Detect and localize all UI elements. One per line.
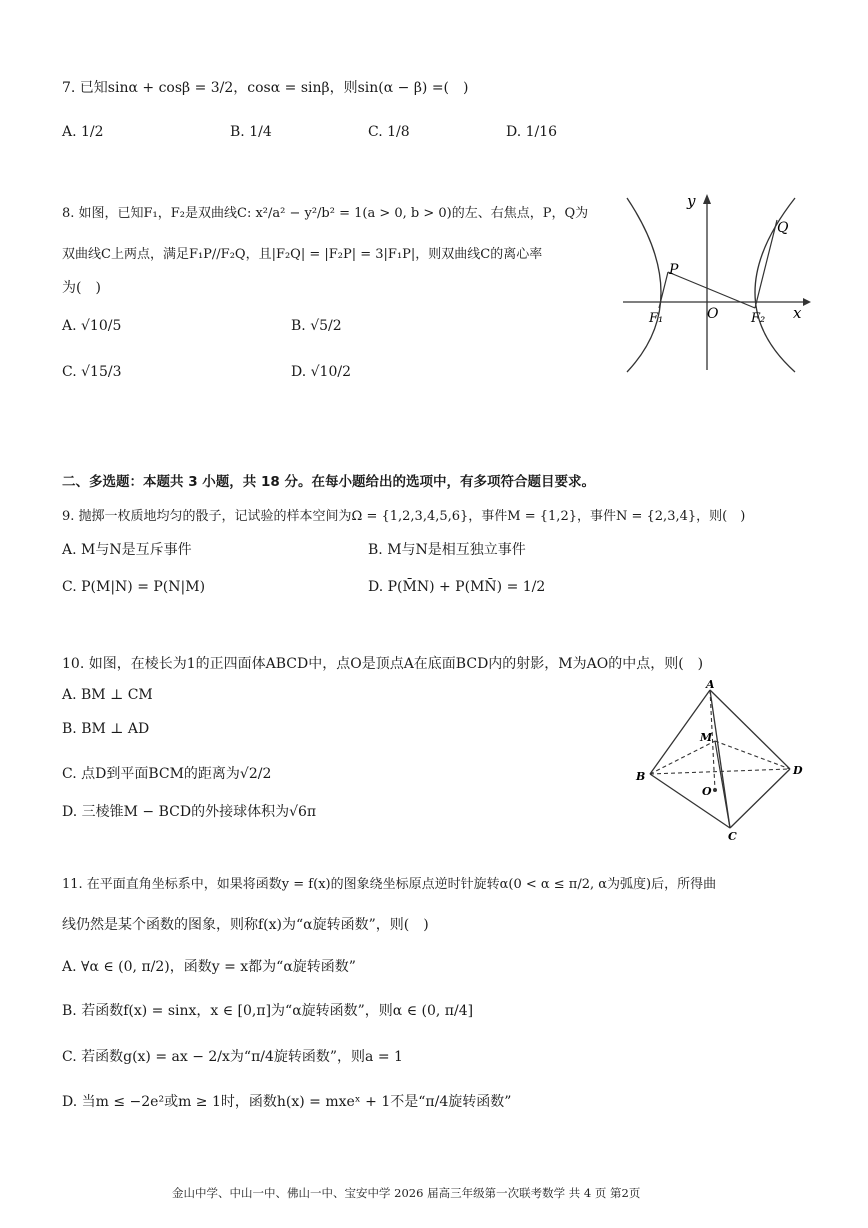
q9-stem: 9. 抛掷一枚质地均匀的骰子，记试验的样本空间为Ω = {1,2,3,4,5,6}，事件M = {1,2}，事件N = {2,3,4}，则( ) bbox=[62, 509, 746, 524]
label-p: P bbox=[669, 262, 679, 278]
label-q: Q bbox=[777, 220, 789, 236]
segment-bm bbox=[650, 741, 715, 774]
q10-option-a: A. BM ⊥ CM bbox=[62, 687, 153, 703]
label-x: x bbox=[793, 304, 802, 322]
label-d: D bbox=[793, 764, 803, 777]
page-footer: 金山中学、中山一中、佛山一中、宝安中学 2026 届高三年级第一次联考数学 共 4 页 第2页 bbox=[172, 1186, 641, 1200]
q11-stem-line1: 11. 在平面直角坐标系中，如果将函数y = f(x)的图象绕坐标原点逆时针旋转α(0 < α ≤ π/2, α为弧度)后，所得曲 bbox=[62, 877, 717, 892]
q8-option-d: D. √10/2 bbox=[291, 364, 351, 380]
q8-option-a: A. √10/5 bbox=[62, 318, 122, 334]
q7-option-c: C. 1/8 bbox=[368, 124, 410, 140]
label-a: A bbox=[706, 678, 715, 691]
label-o: O bbox=[702, 785, 712, 798]
q10-option-b: B. BM ⊥ AD bbox=[62, 721, 150, 737]
x-axis-arrow bbox=[803, 298, 811, 306]
tetrahedron-figure bbox=[630, 678, 815, 846]
q11-option-c: C. 若函数g(x) = ax − 2/x为“π/4旋转函数”，则a = 1 bbox=[62, 1049, 403, 1065]
q7-stem: 7. 已知sinα + cosβ = 3/2，cosα = sinβ，则sin(α − β) =( ) bbox=[62, 80, 469, 96]
q10-stem: 10. 如图，在棱长为1的正四面体ABCD中，点O是顶点A在底面BCD内的射影，M为AO的中点，则( ) bbox=[62, 656, 704, 672]
edge-dc bbox=[730, 769, 790, 828]
q11-option-d: D. 当m ≤ −2e²或m ≥ 1时，函数h(x) = mxeˣ + 1不是“π/4旋转函数” bbox=[62, 1094, 512, 1110]
q11-option-a: A. ∀α ∈ (0, π/2)，函数y = x都为“α旋转函数” bbox=[62, 959, 356, 975]
q8-stem-line1: 8. 如图，已知F₁，F₂是双曲线C: x²/a² − y²/b² = 1(a > 0, b > 0)的左、右焦点，P，Q为 bbox=[62, 206, 589, 221]
q10-option-d: D. 三棱锥M − BCD的外接球体积为√6π bbox=[62, 804, 317, 820]
q8-stem-line2: 双曲线C上两点，满足F₁P//F₂Q，且|F₂Q| = |F₂P| = 3|F₁P|，则双曲线C的离心率 bbox=[62, 247, 543, 262]
q8-option-c: C. √15/3 bbox=[62, 364, 122, 380]
q7-option-b: B. 1/4 bbox=[230, 124, 272, 140]
label-y: y bbox=[687, 192, 696, 210]
point-o bbox=[713, 788, 717, 792]
q9-option-d: D. P(M̄N) + P(MN̄) = 1/2 bbox=[368, 579, 546, 595]
segment-f2q bbox=[755, 220, 777, 308]
segment-mc bbox=[715, 741, 730, 828]
segment-md bbox=[715, 741, 790, 769]
label-origin: O bbox=[707, 306, 719, 322]
q11-option-b: B. 若函数f(x) = sinx，x ∈ [0,π]为“α旋转函数”，则α ∈ (0, π/4] bbox=[62, 1003, 474, 1019]
q8-stem-line3: 为( ) bbox=[62, 280, 101, 296]
section-heading: 二、多选题：本题共 3 小题，共 18 分。在每小题给出的选项中，有多项符合题目要求。 bbox=[62, 474, 595, 490]
q10-option-c: C. 点D到平面BCM的距离为√2/2 bbox=[62, 766, 272, 782]
label-m: M bbox=[700, 731, 713, 744]
label-c: C bbox=[728, 830, 737, 843]
label-f2: F₂ bbox=[751, 311, 766, 326]
q9-option-b: B. M与N是相互独立事件 bbox=[368, 542, 526, 558]
label-f1: F₁ bbox=[649, 311, 664, 326]
q7-option-d: D. 1/16 bbox=[506, 124, 558, 140]
q7-option-a: A. 1/2 bbox=[62, 124, 104, 140]
edge-ad bbox=[710, 690, 790, 769]
y-axis-arrow bbox=[703, 194, 711, 204]
q8-option-b: B. √5/2 bbox=[291, 318, 342, 334]
q11-stem-line2: 线仍然是某个函数的图象，则称f(x)为“α旋转函数”，则( ) bbox=[62, 917, 429, 933]
q9-option-a: A. M与N是互斥事件 bbox=[62, 542, 192, 558]
edge-bc bbox=[650, 774, 730, 828]
label-b: B bbox=[636, 770, 646, 783]
hyperbola-left-branch bbox=[627, 198, 664, 372]
hyperbola-figure bbox=[615, 190, 815, 375]
q9-option-c: C. P(M|N) = P(N|M) bbox=[62, 579, 206, 595]
